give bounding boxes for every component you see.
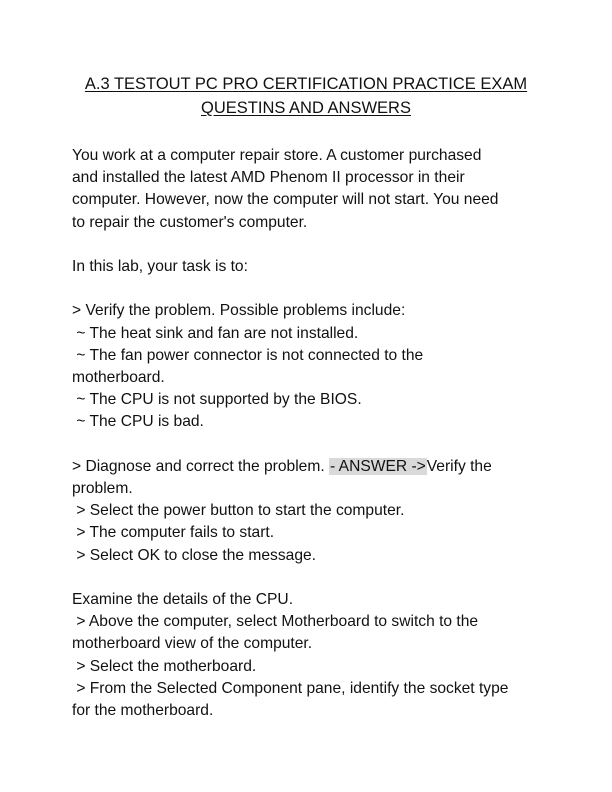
verify-item: ~ The heat sink and fan are not installed.: [72, 324, 359, 342]
paragraph-gap: [72, 434, 552, 456]
intro-paragraph: [72, 145, 552, 234]
examine-heading: Examine the details of the CPU.: [72, 591, 294, 608]
diagnose-section: [72, 456, 552, 567]
intro-line: You work at a computer repair store. A customer purchased: [72, 147, 482, 164]
examine-line: > Select the motherboard.: [72, 657, 257, 675]
diagnose-step: > The computer fails to start.: [72, 524, 275, 542]
paragraph-gap: [72, 234, 552, 256]
verify-item: ~ The fan power connector is not connected to the: [72, 346, 424, 364]
intro-line: and installed the latest AMD Phenom II processor in their: [72, 169, 465, 187]
task-intro: In this lab, your task is to:: [72, 258, 248, 275]
examine-line: > From the Selected Component pane, identify the socket type: [72, 679, 509, 697]
diagnose-heading: [72, 456, 552, 478]
answer-marker: - ANSWER ->: [330, 457, 426, 475]
verify-heading: > Verify the problem. Possible problems include:: [72, 302, 406, 320]
verify-item: motherboard.: [72, 369, 165, 386]
examine-line: for the motherboard.: [72, 702, 214, 720]
intro-line: to repair the customer's computer.: [72, 213, 308, 231]
examine-section: [72, 589, 552, 722]
examine-line: motherboard view of the computer.: [72, 635, 313, 653]
paragraph-gap: [72, 567, 552, 589]
verify-item: ~ The CPU is not supported by the BIOS.: [72, 391, 362, 409]
diagnose-step: > Select the power button to start the computer.: [72, 502, 405, 520]
examine-line: > Above the computer, select Motherboard to switch to the: [72, 613, 479, 631]
title-line-2: QUESTINS AND ANSWERS: [201, 99, 411, 117]
diagnose-continuation: problem.: [72, 480, 133, 497]
diagnose-lead: > Diagnose and correct the problem.: [72, 457, 330, 475]
document-body: [72, 145, 552, 722]
document-title: [0, 72, 612, 120]
verify-section: [72, 300, 552, 433]
paragraph-gap: [72, 278, 552, 300]
answer-start: Verify the: [426, 457, 492, 475]
verify-item: ~ The CPU is bad.: [72, 413, 204, 431]
diagnose-step: > Select OK to close the message.: [72, 546, 316, 564]
intro-line: computer. However, now the computer will not start. You need: [72, 191, 499, 209]
title-line-1: A.3 TESTOUT PC PRO CERTIFICATION PRACTICE EXAM: [84, 75, 528, 93]
